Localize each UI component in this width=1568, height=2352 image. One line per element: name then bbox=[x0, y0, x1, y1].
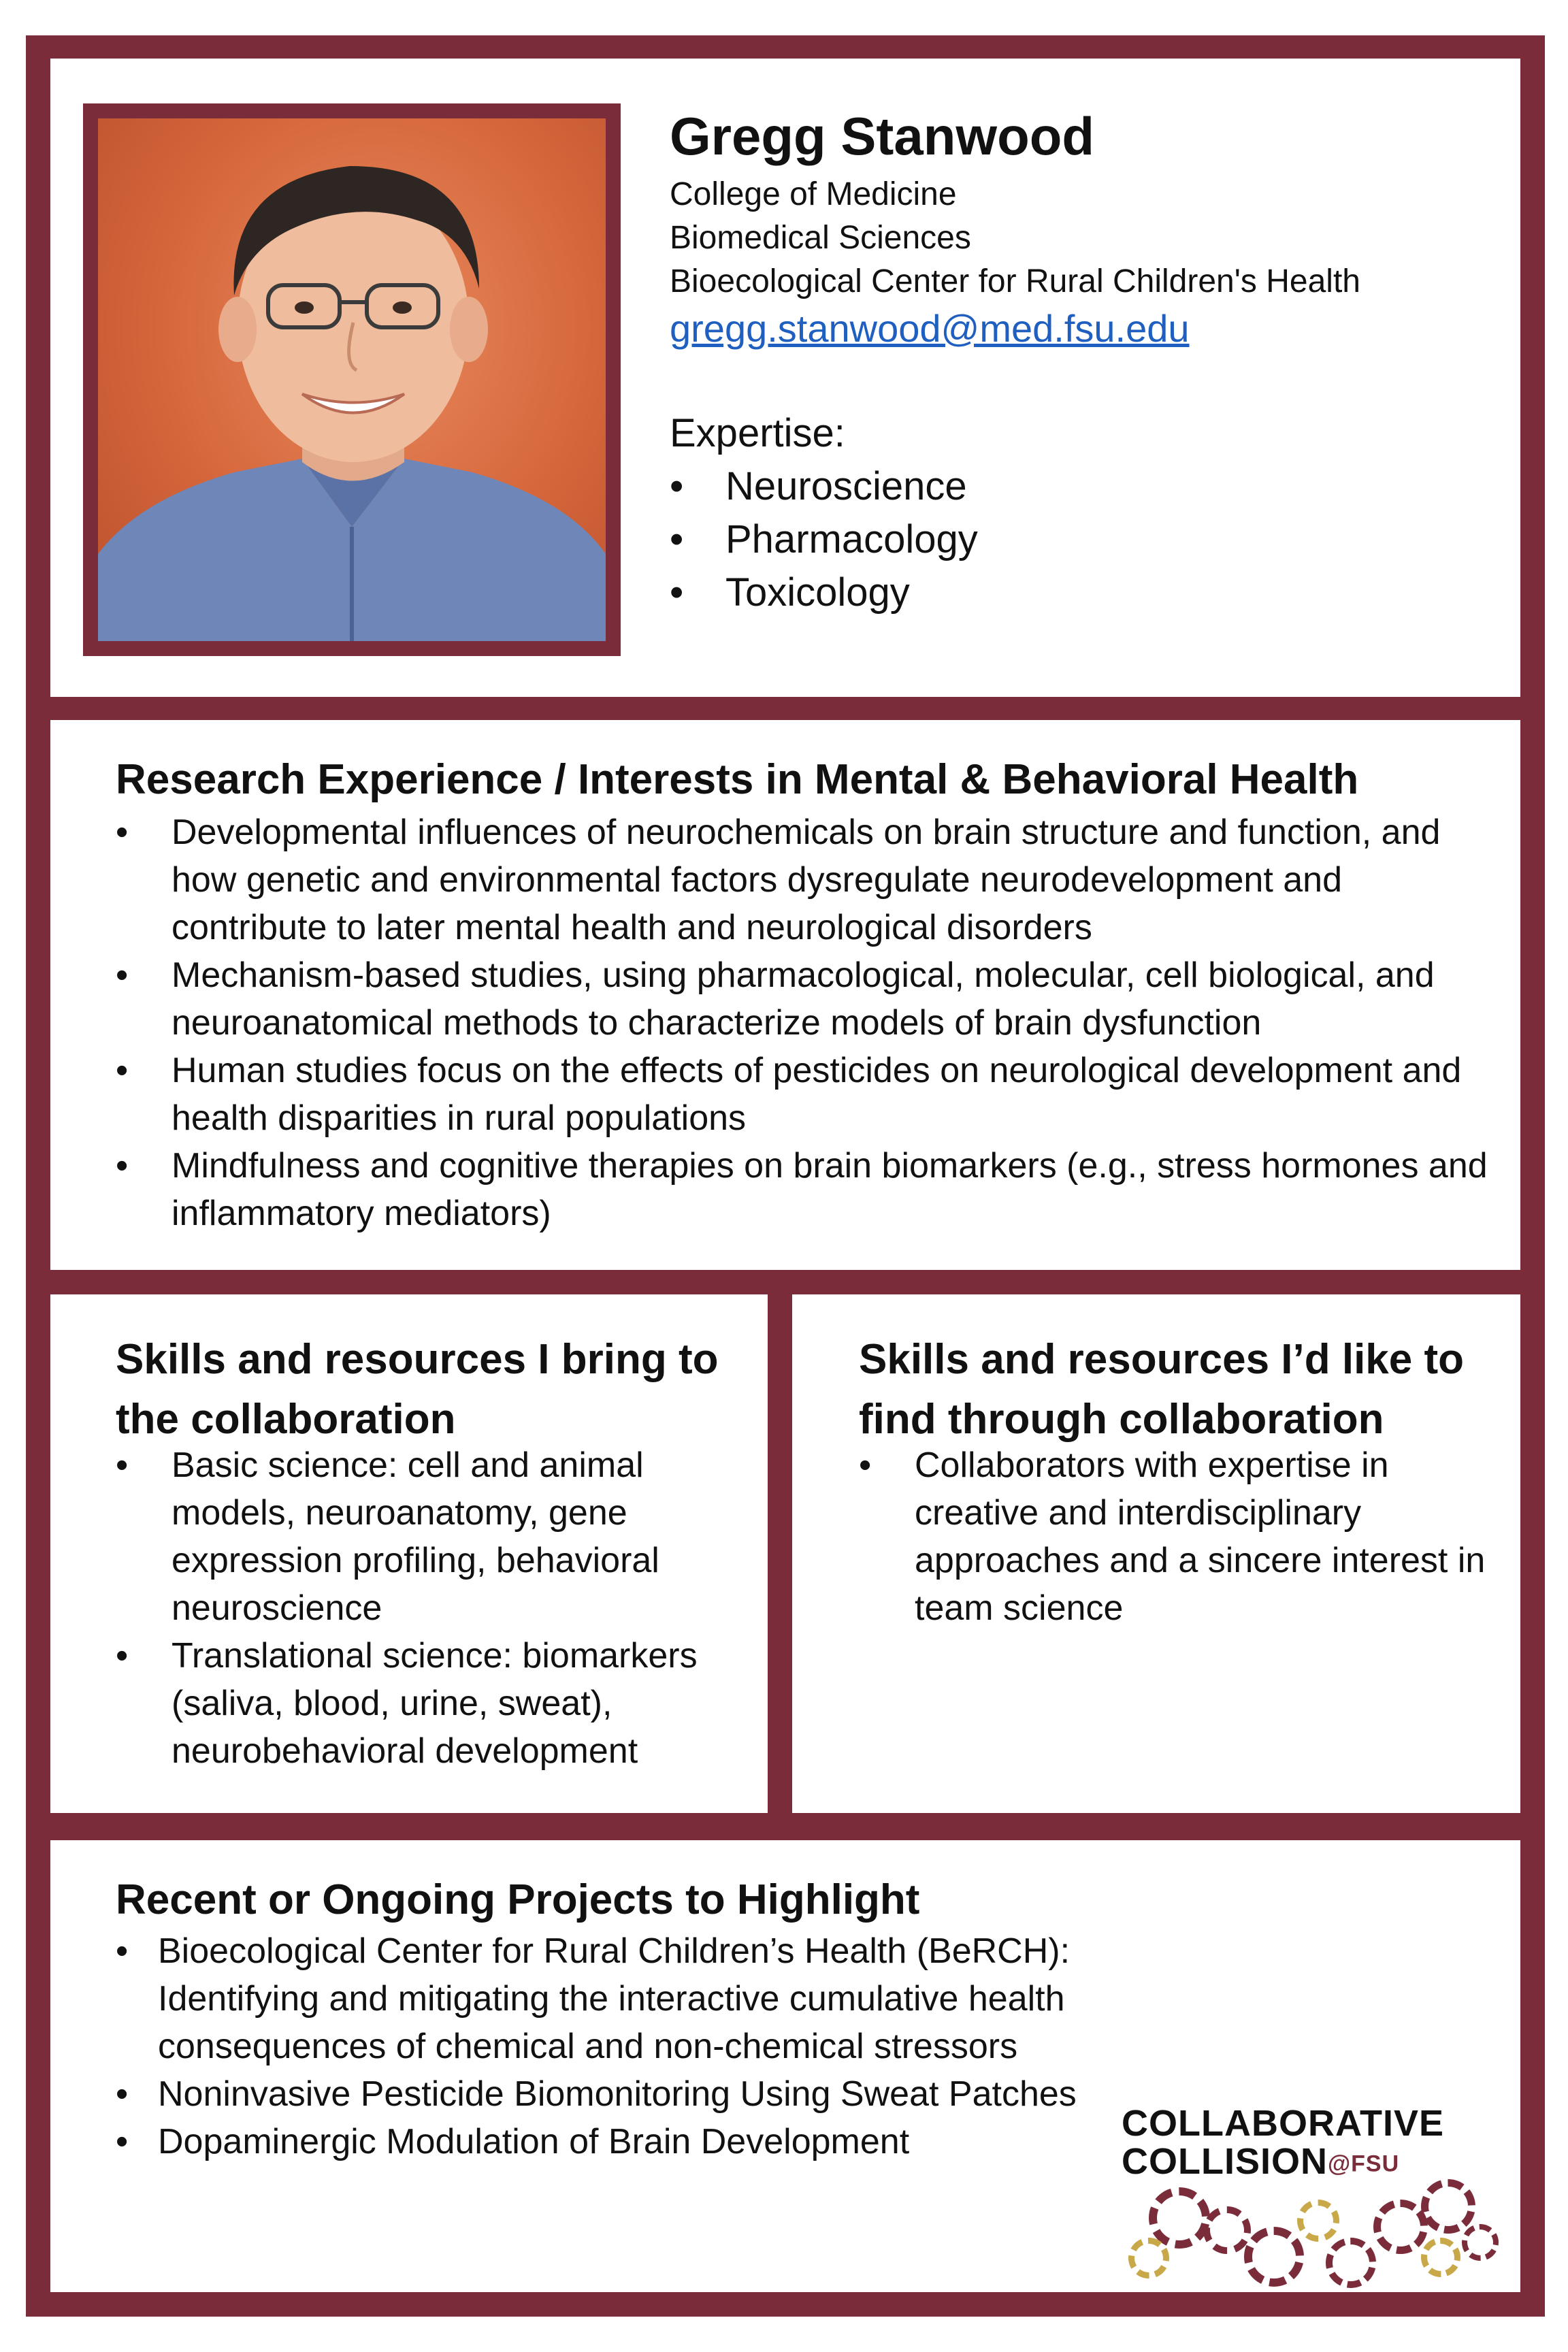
research-item: • Developmental influences of neurochemicals on brain structure and function, and how genetic and environmental factors dysregulate neurodevelopment and contribute to later mental health and neurological disorders bbox=[116, 808, 1497, 951]
gear-icon bbox=[1297, 2200, 1339, 2242]
gear-icon bbox=[1326, 2238, 1376, 2288]
research-item: • Human studies focus on the effects of pesticides on neurological development and health disparities in rural populations bbox=[116, 1047, 1497, 1142]
lightbulb-gear-icon bbox=[1244, 2227, 1304, 2287]
affiliation-department: Biomedical Sciences bbox=[670, 220, 971, 256]
gear-icon bbox=[1421, 2238, 1460, 2277]
expertise-label: Expertise: bbox=[670, 411, 845, 455]
collaborative-collision-logo bbox=[1122, 2104, 1503, 2288]
skills-find-item: • Collaborators with expertise in creative and interdisciplinary approaches and a sincere interest in team science bbox=[859, 1441, 1512, 1632]
gear-icon bbox=[1128, 2238, 1169, 2278]
logo-line-2 bbox=[1122, 2142, 1503, 2183]
portrait-photo bbox=[98, 118, 606, 641]
projects-title: Recent or Ongoing Projects to Highlight bbox=[116, 1876, 920, 1923]
gear-icon bbox=[1421, 2179, 1475, 2234]
expertise-item: • Pharmacology bbox=[670, 513, 1486, 566]
logo-word: COLLISION bbox=[1122, 2141, 1328, 2182]
project-item: • Noninvasive Pesticide Biomonitoring Using Sweat Patches bbox=[116, 2070, 1137, 2118]
expertise-item: • Neuroscience bbox=[670, 460, 1486, 513]
expertise-list bbox=[670, 460, 1486, 619]
logo-line-1: COLLABORATIVE bbox=[1122, 2103, 1444, 2144]
projects-list bbox=[116, 1927, 1137, 2166]
gear-icon bbox=[1373, 2200, 1428, 2254]
skills-bring-item: • Basic science: cell and animal models, neuroanatomy, gene expression profiling, behavioral neuroscience bbox=[116, 1441, 755, 1632]
profile-panel bbox=[50, 59, 1520, 697]
gear-icon bbox=[1203, 2206, 1251, 2254]
research-item: • Mindfulness and cognitive therapies on brain biomarkers (e.g., stress hormones and inflammatory mediators) bbox=[116, 1142, 1497, 1237]
skills-bring-panel bbox=[50, 1294, 768, 1813]
skills-find-panel bbox=[792, 1294, 1520, 1813]
research-list bbox=[116, 808, 1497, 1237]
skills-bring-item: • Translational science: biomarkers (saliva, blood, urine, sweat), neurobehavioral development bbox=[116, 1632, 755, 1775]
skills-bring-title: Skills and resources I bring to the collaboration bbox=[116, 1336, 719, 1443]
email-link[interactable]: gregg.stanwood@med.fsu.edu bbox=[670, 307, 1190, 350]
skills-find-list bbox=[859, 1441, 1512, 1632]
portrait-illustration bbox=[98, 118, 606, 641]
research-panel bbox=[50, 720, 1520, 1270]
project-item: • Bioecological Center for Rural Children’s Health (BeRCH): Identifying and mitigating the interactive cumulative health consequences of chemical and non-chemical stressors bbox=[116, 1927, 1137, 2070]
skills-bring-list bbox=[116, 1441, 755, 1775]
person-name: Gregg Stanwood bbox=[670, 106, 1094, 166]
logo-tag: @FSU bbox=[1328, 2151, 1400, 2177]
affiliation-college: College of Medicine bbox=[670, 176, 957, 212]
expertise-item: • Toxicology bbox=[670, 566, 1486, 619]
poster-frame bbox=[26, 35, 1545, 2317]
gear-icon bbox=[1462, 2224, 1499, 2261]
research-title: Research Experience / Interests in Mental & Behavioral Health bbox=[116, 756, 1359, 803]
projects-panel bbox=[50, 1840, 1520, 2292]
project-item: • Dopaminergic Modulation of Brain Development bbox=[116, 2118, 1137, 2166]
skills-find-title: Skills and resources I’d like to find through collaboration bbox=[859, 1336, 1465, 1443]
affiliation-center: Bioecological Center for Rural Children's Health bbox=[670, 263, 1360, 299]
portrait-frame bbox=[83, 103, 621, 656]
profile-info bbox=[670, 103, 1486, 619]
research-item: • Mechanism-based studies, using pharmacological, molecular, cell biological, and neuroanatomical methods to characterize models of brain dysfunction bbox=[116, 951, 1497, 1047]
